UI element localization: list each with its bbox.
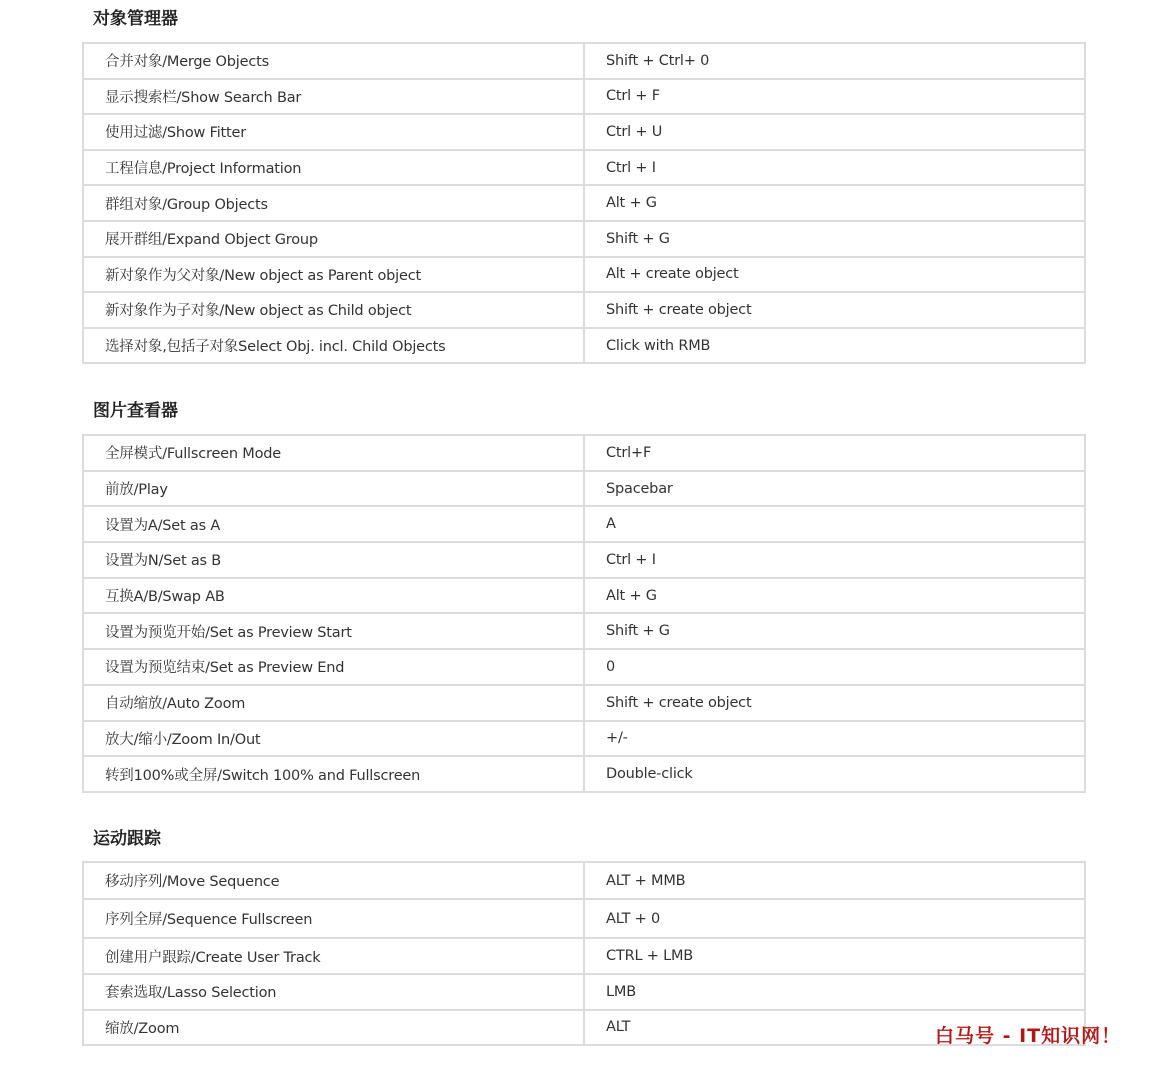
section-title-picture-viewer: 图片查看器 xyxy=(93,401,178,421)
action-cell: 新对象作为父对象/New object as Parent object xyxy=(83,257,584,293)
action-cell: 互换A/B/Swap AB xyxy=(83,578,584,614)
action-cell: 使用过滤/Show Fitter xyxy=(83,114,584,150)
action-cell: 移动序列/Move Sequence xyxy=(83,862,584,899)
table-row xyxy=(83,649,1085,685)
shortcut-table-object-manager xyxy=(82,42,1086,364)
table-row xyxy=(83,114,1085,150)
action-cell: 设置为预览结束/Set as Preview End xyxy=(83,649,584,685)
shortcut-cell: Alt + G xyxy=(584,185,1085,221)
action-cell: 设置为A/Set as A xyxy=(83,506,584,542)
action-cell: 创建用户跟踪/Create User Track xyxy=(83,938,584,974)
shortcut-cell: 0 xyxy=(584,649,1085,685)
action-cell: 群组对象/Group Objects xyxy=(83,185,584,221)
shortcut-cell: Ctrl + I xyxy=(584,150,1085,186)
shortcut-cell: Alt + G xyxy=(584,578,1085,614)
action-cell: 工程信息/Project Information xyxy=(83,150,584,186)
shortcut-cell: Ctrl + F xyxy=(584,79,1085,115)
shortcut-table-picture-viewer xyxy=(82,434,1086,793)
shortcut-cell: Shift + create object xyxy=(584,292,1085,328)
table-row xyxy=(83,43,1085,79)
table-row xyxy=(83,542,1085,578)
action-cell: 序列全屏/Sequence Fullscreen xyxy=(83,899,584,938)
action-cell: 转到100%或全屏/Switch 100% and Fullscreen xyxy=(83,756,584,792)
action-cell: 显示搜索栏/Show Search Bar xyxy=(83,79,584,115)
action-cell: 设置为预览开始/Set as Preview Start xyxy=(83,613,584,649)
action-cell: 选择对象,包括子对象Select Obj. incl. Child Objects xyxy=(83,328,584,364)
table-row xyxy=(83,862,1085,899)
table-row xyxy=(83,185,1085,221)
shortcut-table-motion-tracking xyxy=(82,861,1086,1046)
shortcut-cell: Ctrl + I xyxy=(584,542,1085,578)
table-row xyxy=(83,471,1085,507)
watermark-text: 白马号 - IT知识网！ xyxy=(935,1025,1122,1047)
table-row xyxy=(83,506,1085,542)
shortcut-cell: CTRL + LMB xyxy=(584,938,1085,974)
table-row xyxy=(83,79,1085,115)
shortcut-cell: Shift + create object xyxy=(584,685,1085,721)
action-cell: 自动缩放/Auto Zoom xyxy=(83,685,584,721)
shortcut-cell: Shift + Ctrl+ 0 xyxy=(584,43,1085,79)
table-row xyxy=(83,938,1085,974)
table-row xyxy=(83,899,1085,938)
shortcut-cell: +/- xyxy=(584,721,1085,757)
section-title-object-manager: 对象管理器 xyxy=(93,9,178,29)
table-row xyxy=(83,435,1085,471)
table-row xyxy=(83,292,1085,328)
shortcut-cell: ALT + MMB xyxy=(584,862,1085,899)
section-title-motion-tracking: 运动跟踪 xyxy=(93,829,161,849)
action-cell: 放大/缩小/Zoom In/Out xyxy=(83,721,584,757)
action-cell: 套索选取/Lasso Selection xyxy=(83,974,584,1010)
action-cell: 合并对象/Merge Objects xyxy=(83,43,584,79)
shortcut-cell: Ctrl + U xyxy=(584,114,1085,150)
table-row xyxy=(83,721,1085,757)
shortcut-cell: Shift + G xyxy=(584,613,1085,649)
shortcut-cell: Ctrl+F xyxy=(584,435,1085,471)
shortcut-cell: ALT + 0 xyxy=(584,899,1085,938)
table-row xyxy=(83,578,1085,614)
shortcut-cell: Click with RMB xyxy=(584,328,1085,364)
shortcut-cell: LMB xyxy=(584,974,1085,1010)
shortcut-cell: A xyxy=(584,506,1085,542)
table-row xyxy=(83,221,1085,257)
table-row xyxy=(83,328,1085,364)
table-row xyxy=(83,257,1085,293)
action-cell: 全屏模式/Fullscreen Mode xyxy=(83,435,584,471)
action-cell: 设置为N/Set as B xyxy=(83,542,584,578)
action-cell: 缩放/Zoom xyxy=(83,1010,584,1046)
action-cell: 展开群组/Expand Object Group xyxy=(83,221,584,257)
shortcut-cell: Spacebar xyxy=(584,471,1085,507)
table-row xyxy=(83,756,1085,792)
table-row xyxy=(83,974,1085,1010)
table-row xyxy=(83,685,1085,721)
shortcut-cell: Alt + create object xyxy=(584,257,1085,293)
shortcut-cell: Double-click xyxy=(584,756,1085,792)
action-cell: 新对象作为子对象/New object as Child object xyxy=(83,292,584,328)
action-cell: 前放/Play xyxy=(83,471,584,507)
shortcut-cell: Shift + G xyxy=(584,221,1085,257)
table-row xyxy=(83,150,1085,186)
shortcut-cell: ALT xyxy=(584,1010,1085,1046)
table-row xyxy=(83,613,1085,649)
